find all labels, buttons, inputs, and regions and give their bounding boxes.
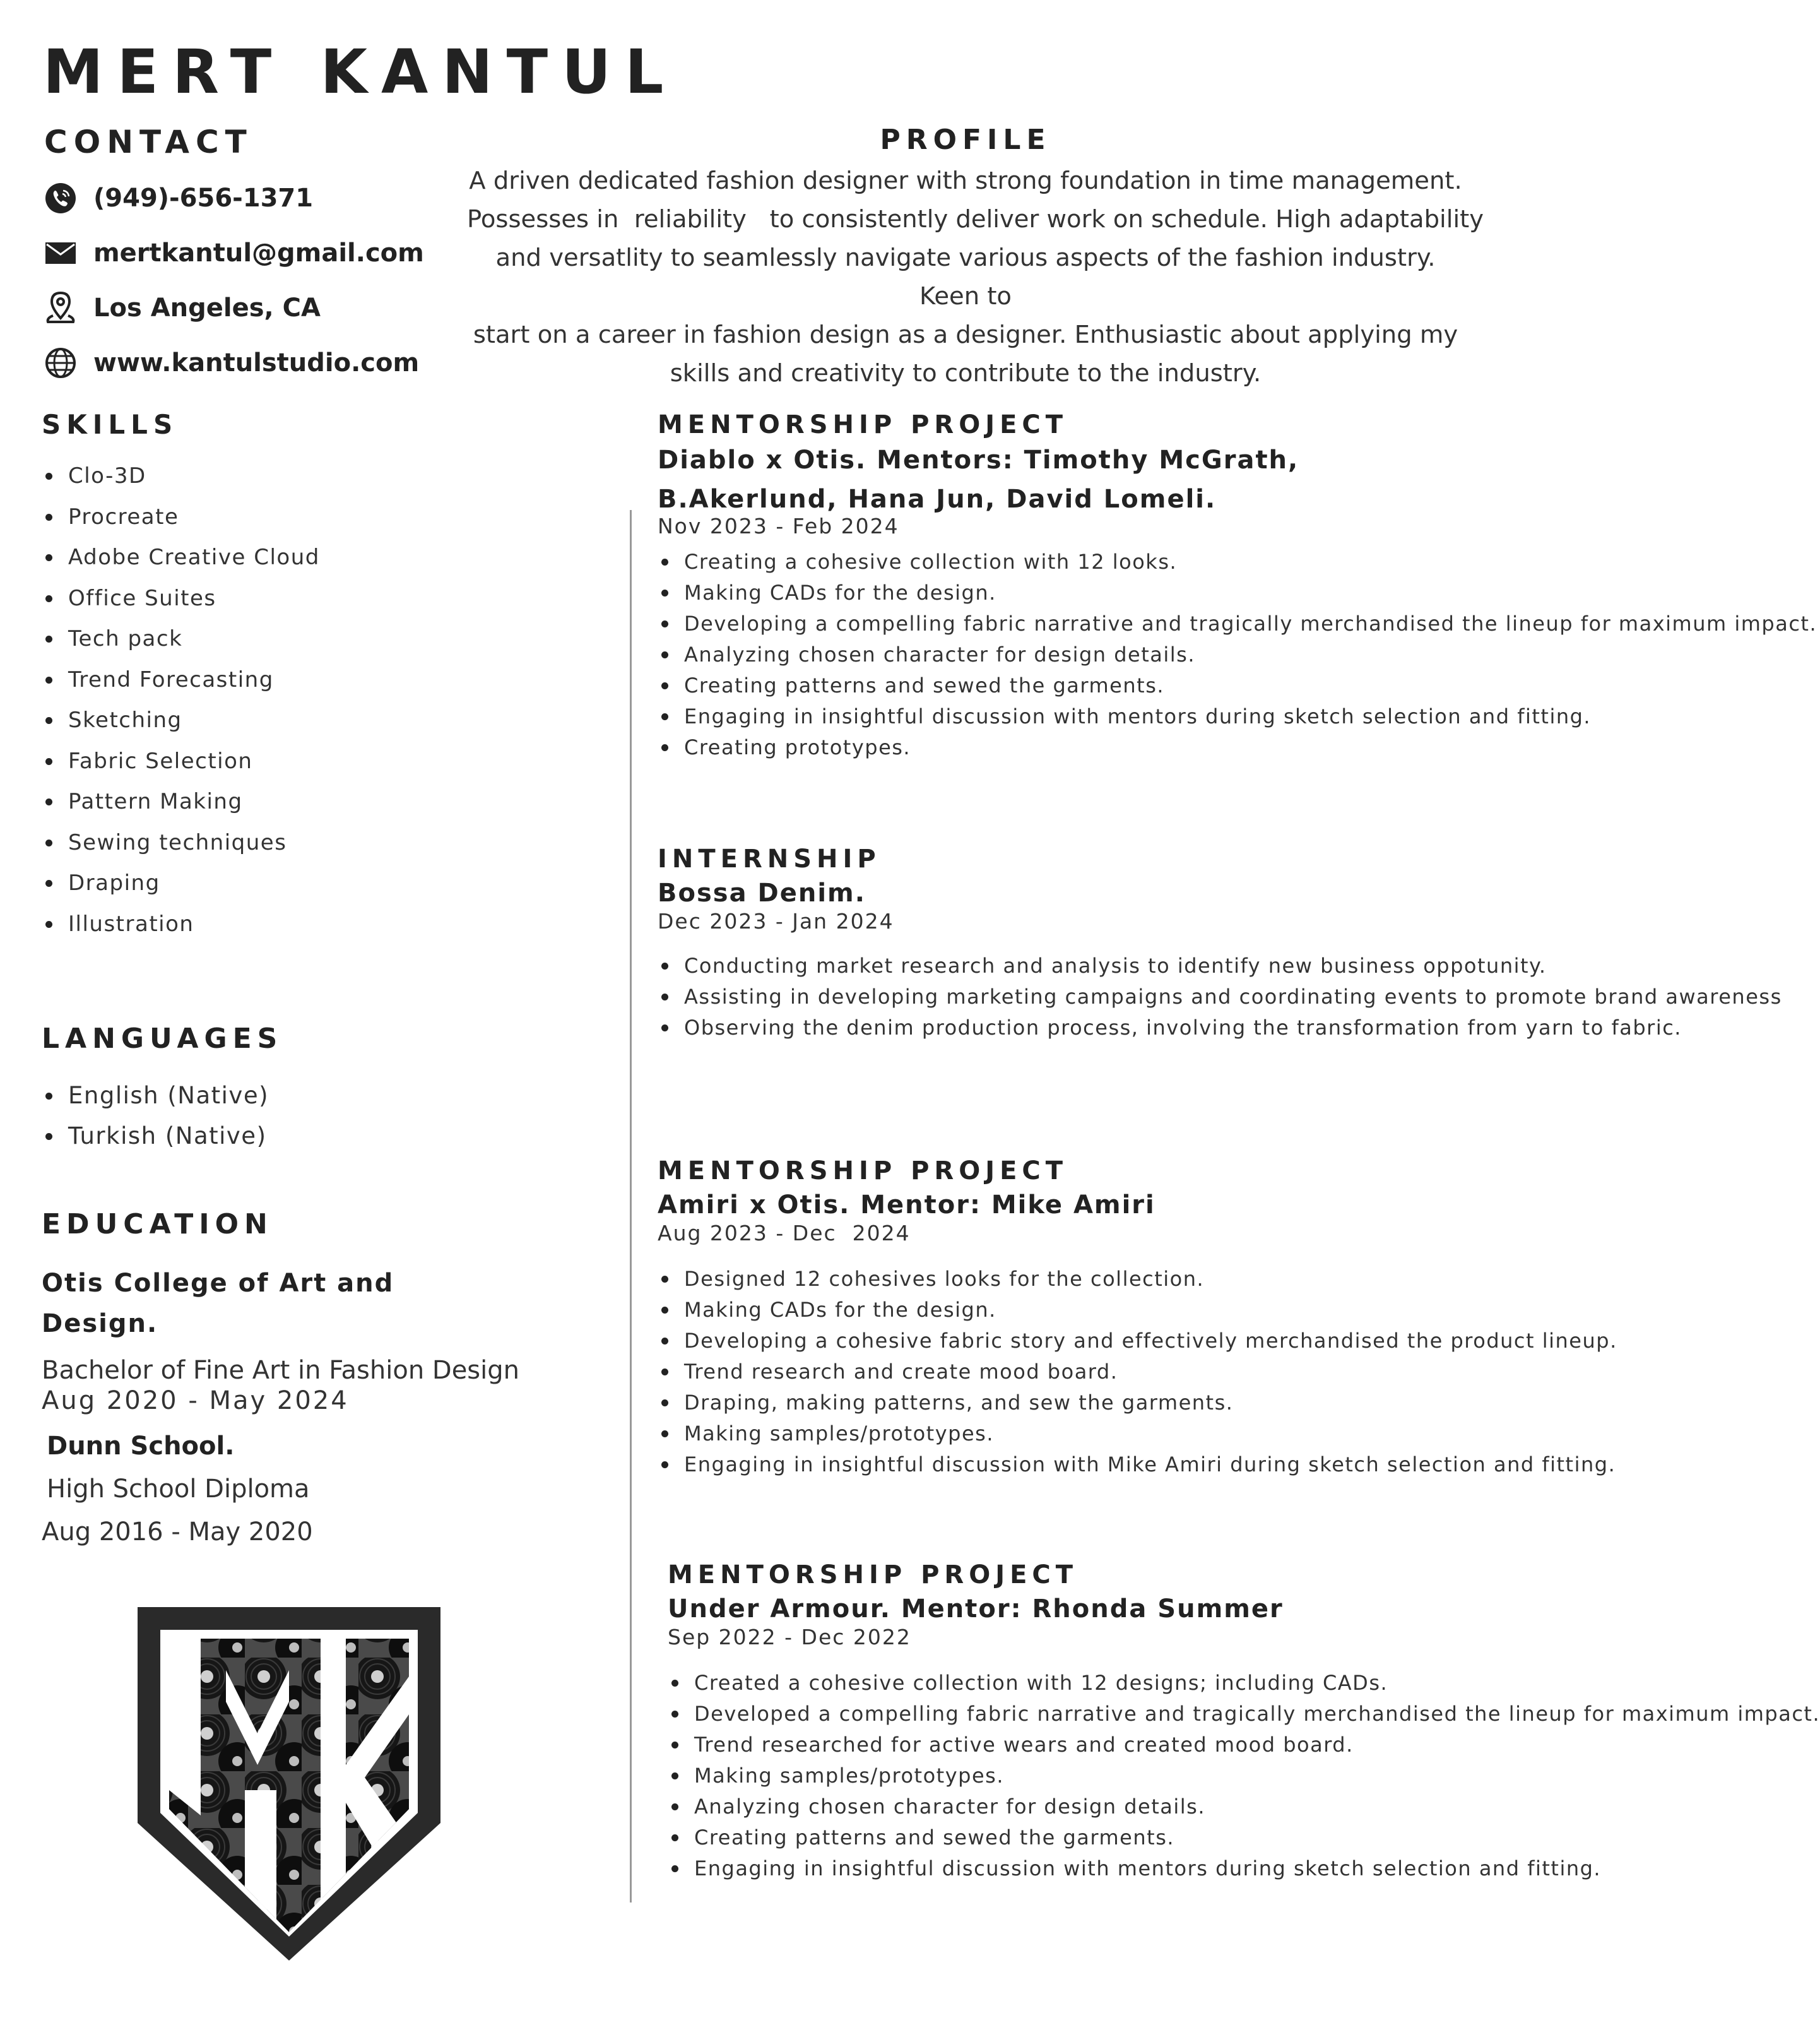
skill-item: Office Suites	[42, 578, 320, 619]
experience-heading: MENTORSHIP PROJECT	[658, 410, 1068, 439]
profile-line: and versatlity to seamlessly navigate various aspects of the fashion industry. Keen to	[495, 244, 1436, 311]
phone-icon	[43, 181, 78, 216]
experience-subtitle-line: Bossa Denim.	[658, 879, 866, 908]
globe-icon	[43, 345, 78, 381]
experience-bullet: Draping, making patterns, and sew the garments.	[658, 1387, 1528, 1418]
experience-heading: MENTORSHIP PROJECT	[668, 1560, 1078, 1589]
experience-bullets	[658, 1264, 1617, 1480]
resume-name: MERT KANTUL	[43, 37, 678, 107]
experience-bullets	[658, 547, 1817, 763]
contact-website	[43, 335, 485, 390]
experience-subtitle-line: Amiri x Otis. Mentor: Mike Amiri	[658, 1190, 1155, 1220]
profile-line: Possesses in reliability to consistently deliver work on schedule. High adaptability	[467, 205, 1484, 234]
contact-location-text: Los Angeles, CA	[93, 293, 321, 323]
contact-phone-text: (949)-656-1371	[93, 183, 314, 213]
skill-item: Illustration	[42, 904, 320, 945]
column-divider	[630, 510, 632, 1903]
experience-bullet: Creating patterns and sewed the garments.	[668, 1822, 1513, 1853]
experience-bullet: Making samples/prototypes.	[658, 1418, 1528, 1449]
education-degree-1: Bachelor of Fine Art in Fashion Design	[42, 1356, 519, 1385]
skill-item: Sketching	[42, 700, 320, 741]
experience-bullets	[658, 951, 1782, 1043]
experience-heading: MENTORSHIP PROJECT	[658, 1156, 1068, 1185]
contact-heading: CONTACT	[44, 124, 253, 160]
education-degree-2: High School Diploma	[47, 1475, 310, 1504]
experience-dates: Sep 2022 - Dec 2022	[668, 1625, 911, 1649]
education-dates-1: Aug 2020 - May 2024	[42, 1386, 349, 1415]
experience-bullet: Making CADs for the design.	[658, 578, 1503, 608]
education-heading: EDUCATION	[42, 1208, 273, 1240]
skills-heading: SKILLS	[42, 409, 179, 440]
experience-bullet: Creating patterns and sewed the garments.	[658, 670, 1503, 701]
experience-bullet: Assisting in developing marketing campaigns and coordinating events to promote brand awareness	[658, 982, 1497, 1012]
profile-line: skills and creativity to contribute to the industry.	[670, 359, 1262, 388]
skill-item: Fabric Selection	[42, 741, 320, 782]
skill-item: Pattern Making	[42, 781, 320, 822]
skill-item: Sewing techniques	[42, 822, 320, 864]
mail-icon	[43, 235, 78, 271]
experience-bullet: Creating a cohesive collection with 12 looks.	[658, 547, 1503, 578]
languages-list	[42, 1076, 269, 1156]
experience-subtitle-line: Diablo x Otis. Mentors: Timothy McGrath,	[658, 446, 1299, 475]
education-school-1-line-1: Otis College of Art and	[42, 1269, 394, 1298]
language-item: Turkish (Native)	[42, 1116, 269, 1156]
languages-heading: LANGUAGES	[42, 1023, 283, 1055]
experience-bullet: Developed a compelling fabric narrative and tragically merchandised the lineup for maximum impact.	[668, 1699, 1513, 1730]
skill-item: Trend Forecasting	[42, 660, 320, 701]
location-pin-icon	[43, 290, 78, 326]
profile-line: A driven dedicated fashion designer with strong foundation in time management.	[469, 167, 1462, 195]
contact-email-text: mertkantul@gmail.com	[93, 238, 424, 268]
experience-heading: INTERNSHIP	[658, 845, 881, 874]
contact-email	[43, 225, 485, 280]
experience-dates: Aug 2023 - Dec 2024	[658, 1221, 911, 1245]
skill-item: Clo-3D	[42, 456, 320, 497]
experience-bullet: Making CADs for the design.	[658, 1295, 1528, 1326]
experience-bullet: Creating prototypes.	[658, 732, 1503, 763]
experience-bullet: Developing a cohesive fabric story and effectively merchandised the product lineup.	[658, 1326, 1528, 1356]
experience-bullet: Making samples/prototypes.	[668, 1760, 1513, 1791]
experience-bullet: Engaging in insightful discussion with Mike Amiri during sketch selection and fitting.	[658, 1449, 1528, 1480]
experience-bullet: Conducting market research and analysis to identify new business oppotunity.	[658, 951, 1497, 982]
experience-subtitle-line: Under Armour. Mentor: Rhonda Summer	[668, 1594, 1284, 1624]
experience-bullet: Engaging in insightful discussion with mentors during sketch selection and fitting.	[658, 701, 1503, 732]
education-school-1-line-2: Design.	[42, 1309, 158, 1338]
experience-subtitle	[658, 1185, 1155, 1225]
education-dates-2: Aug 2016 - May 2020	[42, 1517, 313, 1546]
profile-line: start on a career in fashion design as a designer. Enthusiastic about applying my	[473, 321, 1458, 349]
skills-list	[42, 456, 320, 944]
skill-item: Draping	[42, 863, 320, 904]
experience-dates: Nov 2023 - Feb 2024	[658, 514, 899, 538]
experience-bullet: Developing a compelling fabric narrative and tragically merchandised the lineup for maximum impact.	[658, 608, 1503, 639]
experience-subtitle	[658, 874, 866, 913]
skill-item: Procreate	[42, 497, 320, 538]
experience-dates: Dec 2023 - Jan 2024	[658, 909, 894, 934]
contact-list	[43, 170, 485, 390]
skill-item: Adobe Creative Cloud	[42, 537, 320, 578]
contact-website-text: www.kantulstudio.com	[93, 348, 420, 377]
experience-bullet: Trend researched for active wears and created mood board.	[668, 1730, 1513, 1760]
experience-bullet: Engaging in insightful discussion with mentors during sketch selection and fitting.	[668, 1853, 1513, 1884]
experience-subtitle	[668, 1589, 1284, 1629]
skill-item: Tech pack	[42, 619, 320, 660]
experience-bullet: Created a cohesive collection with 12 designs; including CADs.	[668, 1668, 1513, 1699]
contact-phone	[43, 170, 485, 225]
profile-body	[467, 162, 1484, 393]
language-item: English (Native)	[42, 1076, 269, 1116]
experience-bullet: Observing the denim production process, involving the transformation from yarn to fabric.	[658, 1012, 1497, 1043]
experience-subtitle-line: B.Akerlund, Hana Jun, David Lomeli.	[658, 485, 1217, 514]
experience-bullet: Designed 12 cohesives looks for the collection.	[658, 1264, 1528, 1295]
experience-subtitle	[658, 441, 1299, 519]
education-school-2: Dunn School.	[47, 1432, 235, 1461]
experience-bullets	[668, 1668, 1820, 1884]
profile-heading: PROFILE	[880, 124, 1051, 156]
contact-location	[43, 280, 485, 335]
experience-bullet: Analyzing chosen character for design details.	[668, 1791, 1513, 1822]
experience-bullet: Analyzing chosen character for design details.	[658, 639, 1503, 670]
experience-bullet: Trend research and create mood board.	[658, 1356, 1528, 1387]
mk-shield-logo-icon	[131, 1601, 447, 1964]
